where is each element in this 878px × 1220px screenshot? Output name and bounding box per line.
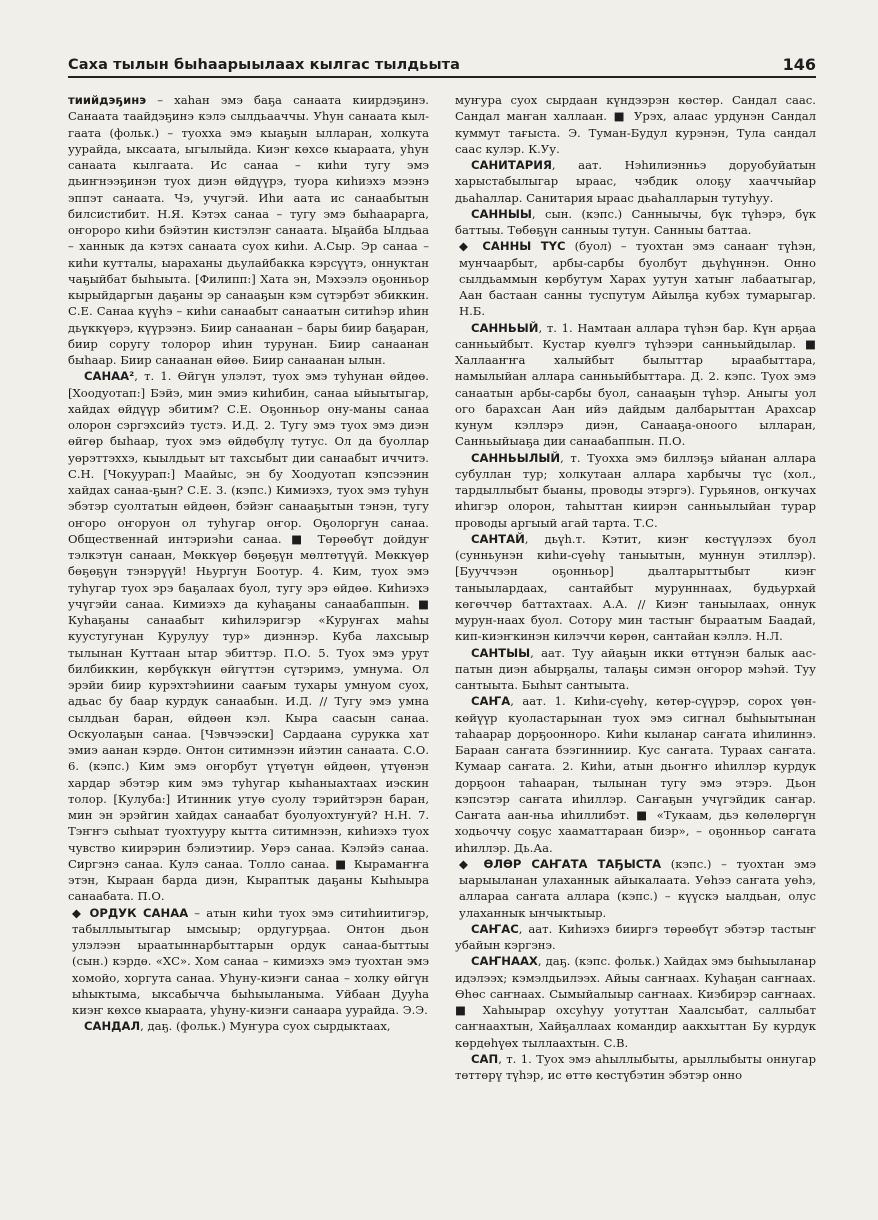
entry-headword: САННЫ ТҮС [482, 239, 566, 254]
right-column [455, 92, 816, 1194]
dictionary-columns [68, 92, 816, 1194]
entry-text: , т. 1. Намтаан аллара түһэн бар. Күн арҕаа санньыйбыт. Кустар куөлгэ түһээри санньыйдылар. ■ Халлааҥҥа халыйбыт былыттар ыраабыттара, намылыйан аллара санньыйбыттара. Д. 2. кэпс. Туох эмэ санаатын арбы-сарбы буол, санааҕын түһэр. Аныгы уол ого барахсан Аан ийэ дайдым далбарыттан Арахсар кунум кэллэрэ диэн, Санааҕа-оноого ылларан, Санньыйыаҕа дии санаабаппын. П.О. [455, 320, 816, 449]
entry-text: , сын. (кэпс.) Санныычы, бүк түһэрэ, бүк баттыы. Төбөҕүн санныы тутун. Санныы баттаа. [455, 206, 816, 237]
dictionary-entry [455, 238, 816, 319]
entry-headword: САНТАЙ [471, 531, 525, 546]
dictionary-entry [455, 693, 816, 856]
entry-text: , дьүһ.т. Кэтит, киэҥ көстүүлээх буол (сунньунэн киһи-сүөһү таныытын, муннун этиллэр). [Бууччээн оҕонньор] дьалтарыттыбыт киэҥ таныылардаах, сантайбыт мурунннаах, будьурхай көгөччөр баттахтаах. А.А. // Киэҥ таныылаах, оннук мурун-наах буол. Сотору мин тастыҥ быраатым Баадай, кип-киэҥкинэн килэччи көрөн, сантайан кэллэ. Н.Л. [455, 531, 816, 644]
entry-text: (кэпс.) – туохтан эмэ ыарыыланан улаханнык айыкалаата. Уөһээ саҥата уөһэ, аллараа саҥата аллара (кэпс.) – күүскэ ыалдьан, олус улаханнык ынчыктыыр. [459, 856, 816, 920]
dictionary-entry [455, 531, 816, 645]
entry-text: , т. 1. Өйгүн улэлэт, туох эмэ туһунан өйдөө. [Хоодуотап:] Бэйэ, мин эмиэ киһибин, санаа ыйыытыгар, хайдах өйдүүр эбитим? С.Е. Оҕонньор ону-маны санаа олорон сэргэхсийэ тустэ. И.Д. 2. Тугу эмэ туох эмэ диэн өйгөр быһаар, туох эмэ өйдөбүлү тутус. Ол да буоллар уөрэттэххэ, кыылдьыт ыт тахсыбыт дии санаабыт иччитэ. С.Н. [Чокуурап:] Маайыс, эн бу Хоодуотап кэпсээнин хайдах санаа-ҕын? С.Е. 3. (кэпс.) Кимиэхэ, туох эмэ туһун эбэтэр суолтатын өйдөөн, бэйэҥ санааҕытын тэнэн, тугу оҥоро оҥоруон ол туһугар оҥор. Оҕолоргун санаа. Общественнай интэриэһи санаа. ■ Төрөөбүт дойдуҥ тэлкэтүн санаан, Мөккүөр бөҕөҕүн мөлтөтүүй. Мөккүөр бөҕөҕүн тэнэрүүй! Ньургун Боотур. 4. Ким, туох эмэ туһугар туох эрэ баҕалаах буол, тугу эрэ өйдөө. Киһиэхэ учүгэйи санаа. Кимиэхэ да куһаҕаны санаабаппын. ■ Куһаҕаны санаабыт киһилэригэр «Куруҥах маһы куустугунан Курулуу тур» диэннэр. Куба лахсыыр тылынан Куттаан ытар эбиттэр. П.О. 5. Туох эмэ урут билбиккин, көрбүккүн өйгүттэн сүтэримэ, умнума. Ол эрэйи биир курэхтэһиини саағым тухары умнуом суох, адьас бу баар курдук санаабын. И.Д. // Тугу эмэ умна сылдьан баран, өйдөөн кэл. Кыра саасын санаа. Оскуолаҕын санаа. [Чэвчээски] Сардаана сурукка хат эмиэ аанан кэрдө. Онтон ситимнээн ийэтин санаата. С.О. 6. (кэпс.) Ким эмэ оҥорбут үтүөтүн өйдөөн, үтүөнэн хардар эбэтэр ким эмэ туһугар кыһаныахтаах иэскин толор. [Кулуба:] Итинник утуө суолу тэрийтэрэн баран, мин эн эрэйгин хайдах санаабат буолуохтуҥуй? Н.Н. 7. Тэҥҥэ сыһыат туохтууру кытта ситимнээн, киһиэхэ туох чувство киирэрин бэлиэтиир. Уөрэ санаа. Кэлэйэ санаа. Сиргэнэ санаа. Кулэ санаа. Толло санаа. ■ Кырамаҥҥа этэн, Кыраан барда диэн, Кыраптык даҕаны Кыһыыра санаабата. П.О. [68, 369, 429, 904]
entry-headword: САННЫЫ [471, 206, 532, 221]
dictionary-entry [68, 368, 429, 904]
running-header-title: Саха тылын быһаарыылаах кылгас тылдьыта [68, 57, 461, 73]
entry-text: муҥура суох сырдаан күндээрэн көстөр. Сандал саас. Сандал маҥан халлаан. ■ Урэх, алаас урдунэн Сандал куммут тағыста. Э. Туман-Будул курэнэн, Тула сандал саас кулэр. К.Уу. [455, 93, 816, 156]
entry-headword: САНТЫЫ [471, 645, 531, 660]
entry-headword: тиийдэҕинэ [68, 93, 147, 107]
dictionary-entry [455, 157, 816, 206]
entry-text: – атын киһи туох эмэ ситиһиитигэр, табыллыытыгар ымсыыр; ордугурҕаа. Онтон дьон улэлээн ыраатыннарбыттарын ордук санаа-быттыы (сын.) кэрдө. «ХС». Хом санаа – кимиэхэ эмэ туохтан эмэ хомойо, хоргута санаа. Уһуну-киэҥи санаа – холку өйгүн ыһыктыма, ыксабычча быһыыланыма. Уйбаан Дууһа киэҥ көхсө кыараата, уһуну-киэҥи санаара уурайда. Э.Э. [72, 905, 429, 1017]
running-header [68, 50, 816, 78]
entry-headword: САҤНААХ [471, 954, 538, 969]
dictionary-entry [455, 92, 816, 157]
entry-text: , аат. 1. Киһи-сүөһү, көтөр-сүүрэр, сорох үөн-көйүүр куоластарынан туох эмэ сигнал быһыытынан таһаарар дорҕоонноро. Киһи кыланар саҥата иһилиннэ. Бараан саҥата бээгинниир. Кус саҥата. Тураах саҥата. Кумаар саҥата. 2. Киһи, атын дьоҥҥо иһиллэр курдук дорҕоон таһааран, тылынан тугу эмэ этэрэ. Дьон кэпсэтэр саҥата иһиллэр. Саҥаҕын учүгэйдик саҥар. Саҥата аан-ньа иһиллибэт. ■ «Тукаам, дьэ көлөлөргүн ходьоччу соҕус хааматтараан биэр», – оҕонньор саҥата иһиллэр. Дь.Аа. [455, 694, 816, 855]
entry-text: , т. Туохха эмэ биллэҕэ ыйанан аллара субуллан тур; холкутаан аллара харбычы түс (хол., тардыллыбыт быаны, проводы этэргэ). Гурьянов, оҥкучах иһигэр олорон, таһыттан киирэн санньылыйан турар проводы аргыый агай тарта. Т.С. [455, 450, 816, 530]
entry-headword: САНДАЛ [84, 1019, 141, 1034]
entry-text: , аат. Киһиэхэ бииргэ төрөөбүт эбэтэр тастыҥ убайын кэргэнэ. [455, 921, 816, 952]
dictionary-entry [455, 1051, 816, 1084]
diamond-icon: ◆ [459, 239, 483, 254]
dictionary-entry [455, 921, 816, 954]
entry-text: , даҕ. (фольк.) Муҥура суох сырдыктаах, [140, 1019, 391, 1034]
entry-headword: ОРДУК САНАА [89, 905, 189, 920]
entry-text: , даҕ. (кэпс. фольк.) Хайдах эмэ быһыыланар идэлээх; кэмэлдьилээх. Айыы саҥнаах. Куһаҕан саҥнаах. Өһөс саҥнаах. Сымыйалыыр саҥнаах. Киэбирэр саҥнаах. ■ Хаһыырар охсуһуу уотуттан Хаалсыбат, саллыбат саҥнаахтын, Хайҕаллаах командир аакхыттан Бу курдук көрдөһүөх тыллаахтын. С.В. [455, 954, 816, 1050]
dictionary-entry [455, 645, 816, 694]
entry-text: , аат. Нэһилиэнньэ доруобуйатын харыстабылыгар ыраас, чэбдик олоҕу хааччыйар дьаһаллар. Санитария ыраас дьаһалларын тутуһуу. [455, 158, 816, 205]
entry-text: – хаһан эмэ баҕа санаата киирдэҕинэ. Санаата таайдэҕинэ кэлэ сылдьааччы. Уһун санаата кыл-гаата (фольк.) – туохха эмэ кыаҕын ылларан, холкута уурайда, ыксаата, ыгылыйда. Киэҥ көхсө кыараата, уһун санаата кылгаата. Ис санаа – киһи тугу эмэ дьиҥнээҕинэн туох диэн өйдүүрэ, туора киһиэхэ мээнэ эппэт санаата. Чэ, учугэй. Иһи аата ис санаабытын билсистибит. Н.Я. Кэтэх санаа – тугу эмэ быһаарарга, оҥороро киһи бэйэтин кистэлэҥ санаата. Ыҕайба Ылдьаа – ханнык да кэтэх санаата суох киһи. А.Сыр. Эр санаа – киһи кутталы, ыараханы дьулайбакка кэрсүүтэ, оннуктан чаҕыйбат быһыыта. [Филипп:] Хата эн, Мэхээлэ оҕонньор кырыйдаргын даҕаны эр санааҕын кэм сүтэрбэт эбиккин. С.Е. Санаа күүһэ – киһи санаабыт санаатын ситиһэр иһин дьүккүөрэ, күүрээнэ. Биир санаанан – бары биир баҕаран, биир соругу толорор иһин турунан. Биир санаанан быһаар. Биир санаанан өйөө. Биир санаанан ылын. [68, 93, 429, 367]
dictionary-entry [68, 92, 429, 368]
entry-headword: ӨЛӨР САҤАТА ТАҔЫСТА [483, 856, 662, 871]
entry-text: (буол) – туохтан эмэ санааҥ түһэн, мунчаарбыт, арбы-сарбы буолбут дьүһүннэн. Онно сылдьаммын көрбутум Харах уутун хатыҥ лабаатыгар, Аан бастаан санны туспутум Айылҕа кубэх тумарыгар. Н.Б. [459, 239, 816, 319]
dictionary-entry [455, 450, 816, 531]
entry-headword: САҤА [471, 694, 511, 709]
diamond-icon: ◆ [72, 905, 90, 920]
entry-text: , т. 1. Туох эмэ аһыллыбыты, арыллыбыты оннугар төттөрү түһэр, ис өттө көстүбэтин эбэтэр онно [455, 1051, 816, 1082]
entry-headword: САННЬЫЛЫЙ [471, 450, 561, 465]
entry-headword: САП [471, 1051, 499, 1066]
dictionary-entry [455, 206, 816, 239]
entry-text: , аат. Туу айаҕын икки өттүнэн балык аас-патын диэн абырҕалы, талаҕы симэн оҥорор мэһэй. Туу сантыыта. Быһыт сантыыта. [455, 645, 816, 692]
diamond-icon: ◆ [459, 856, 484, 871]
dictionary-entry [455, 320, 816, 450]
dictionary-entry [68, 1018, 429, 1034]
entry-headword: САННЬЫЙ [471, 320, 539, 335]
dictionary-entry [68, 905, 429, 1019]
entry-headword: САНАА² [84, 369, 135, 384]
entry-headword: САҤАС [471, 921, 519, 936]
left-column [68, 92, 429, 1194]
page-number: 146 [782, 55, 816, 74]
dictionary-entry [455, 856, 816, 921]
dictionary-entry [455, 953, 816, 1051]
entry-headword: САНИТАРИЯ [471, 158, 552, 172]
